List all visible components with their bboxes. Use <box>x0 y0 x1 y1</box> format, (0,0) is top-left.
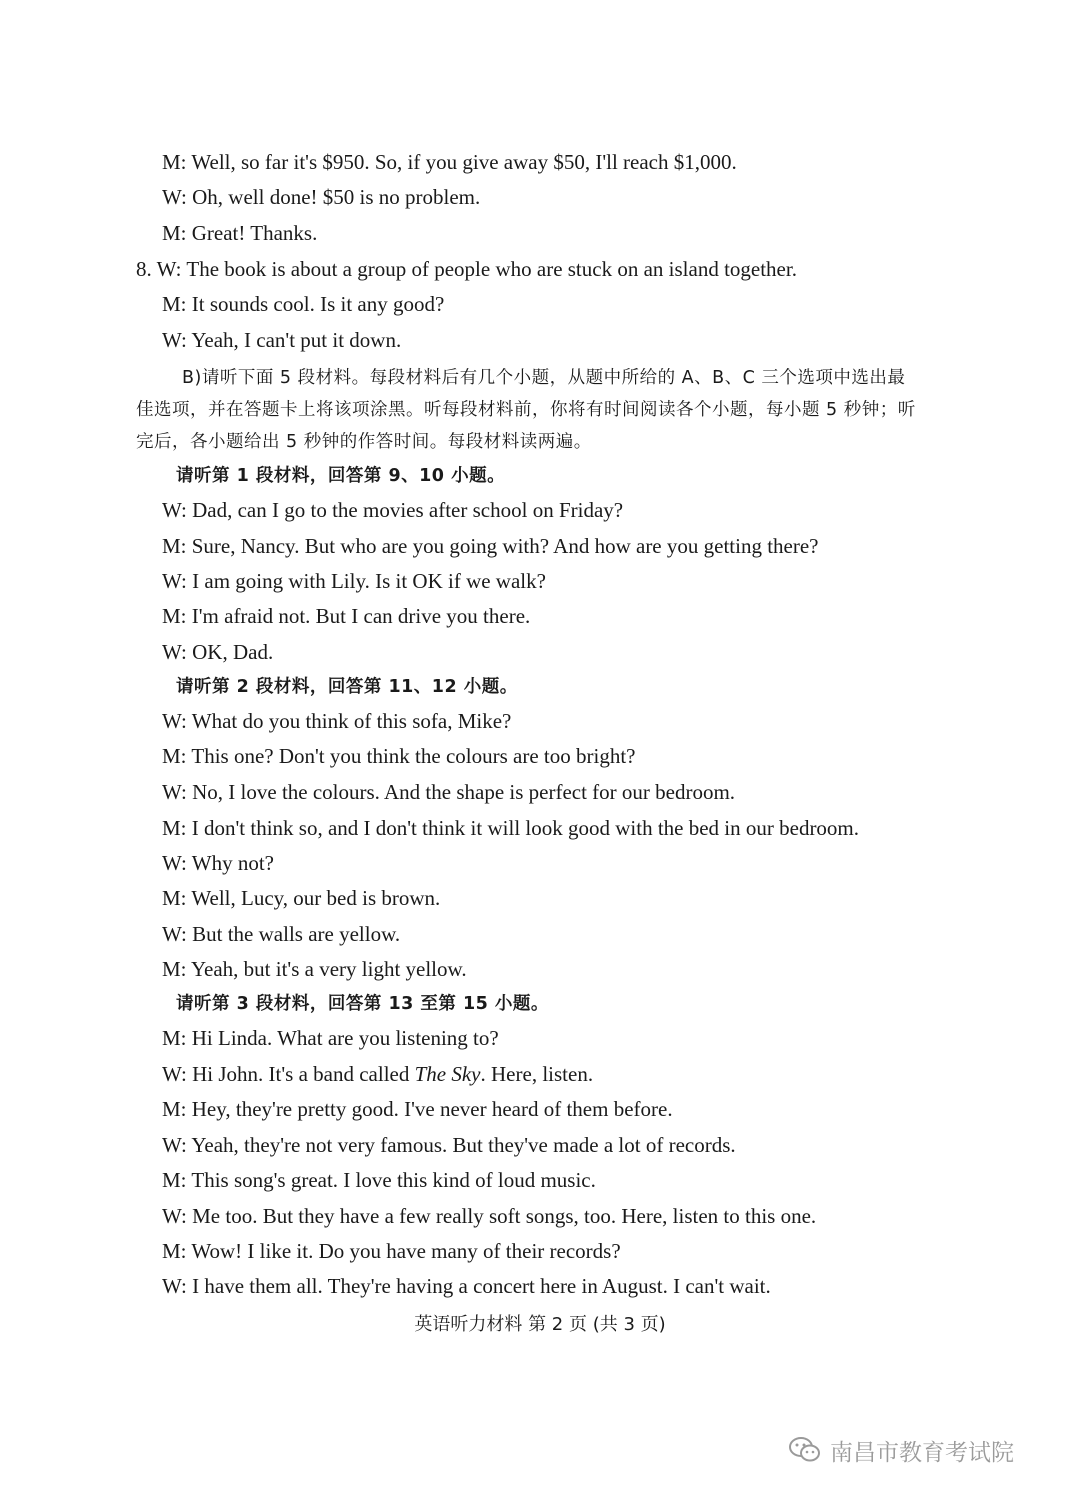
dialogue-line: W: Yeah, they're not very famous. But they've made a lot of records. <box>162 1133 736 1157</box>
section-b-instructions-line2: 佳选项，并在答题卡上将该项涂黑。听每段材料前，你将有时间阅读各个小题，每小题 5 秒钟；听 <box>136 400 916 420</box>
section-b-instructions-line1: B)请听下面 5 段材料。每段材料后有几个小题，从题中所给的 A、B、C 三个选项中选出最 <box>182 368 906 388</box>
dialogue-line: M: Wow! I like it. Do you have many of their records? <box>162 1239 621 1263</box>
dialogue-line: M: This song's great. I love this kind of loud music. <box>162 1168 596 1192</box>
segment-1-heading: 请听第 1 段材料，回答第 9、10 小题。 <box>176 466 506 486</box>
dialogue-line: W: Why not? <box>162 851 274 875</box>
dialogue-line: M: Great! Thanks. <box>162 221 318 245</box>
question-8-line: 8. W: The book is about a group of people who are stuck on an island together. <box>136 257 797 281</box>
band-title: The Sky <box>414 1062 481 1086</box>
segment-2-heading: 请听第 2 段材料，回答第 11、12 小题。 <box>176 677 518 697</box>
dialogue-line: W: Me too. But they have a few really soft songs, too. Here, listen to this one. <box>162 1204 817 1228</box>
dialogue-line: W: But the walls are yellow. <box>162 922 401 946</box>
dialogue-line: M: Hey, they're pretty good. I've never heard of them before. <box>162 1097 673 1121</box>
watermark-text: 南昌市教育考试院 <box>830 1439 1014 1466</box>
dialogue-line-with-title <box>162 1060 593 1088</box>
line-text: . Here, listen. <box>480 1062 594 1086</box>
dialogue-line: W: Dad, can I go to the movies after school on Friday? <box>162 498 624 522</box>
segment-3-heading: 请听第 3 段材料，回答第 13 至第 15 小题。 <box>176 994 549 1014</box>
dialogue-line: M: Hi Linda. What are you listening to? <box>162 1026 499 1050</box>
dialogue-line: M: I'm afraid not. But I can drive you there. <box>162 604 531 628</box>
dialogue-line: M: Well, so far it's $950. So, if you give away $50, I'll reach $1,000. <box>162 150 737 174</box>
dialogue-line: W: I am going with Lily. Is it OK if we walk? <box>162 569 546 593</box>
dialogue-line: W: What do you think of this sofa, Mike? <box>162 709 512 733</box>
dialogue-line: M: I don't think so, and I don't think it will look good with the bed in our bedroom. <box>162 816 860 840</box>
page-footer: 英语听力材料 第 2 页 (共 3 页) <box>414 1314 666 1335</box>
dialogue-line: W: OK, Dad. <box>162 640 274 664</box>
dialogue-line: M: It sounds cool. Is it any good? <box>162 292 445 316</box>
wechat-icon <box>788 1436 822 1464</box>
dialogue-line: M: This one? Don't you think the colours are too bright? <box>162 744 636 768</box>
dialogue-line: W: Yeah, I can't put it down. <box>162 328 402 352</box>
watermark <box>788 1430 1014 1470</box>
line-text: W: Hi John. It's a band called <box>162 1062 415 1086</box>
dialogue-line: M: Well, Lucy, our bed is brown. <box>162 886 441 910</box>
dialogue-line: W: Oh, well done! $50 is no problem. <box>162 185 481 209</box>
dialogue-line: W: No, I love the colours. And the shape is perfect for our bedroom. <box>162 780 736 804</box>
dialogue-line: W: I have them all. They're having a concert here in August. I can't wait. <box>162 1274 771 1298</box>
section-b-instructions-line3: 完后，各小题给出 5 秒钟的作答时间。每段材料读两遍。 <box>136 432 592 452</box>
dialogue-line: M: Sure, Nancy. But who are you going with? And how are you getting there? <box>162 534 819 558</box>
dialogue-line: M: Yeah, but it's a very light yellow. <box>162 957 467 981</box>
